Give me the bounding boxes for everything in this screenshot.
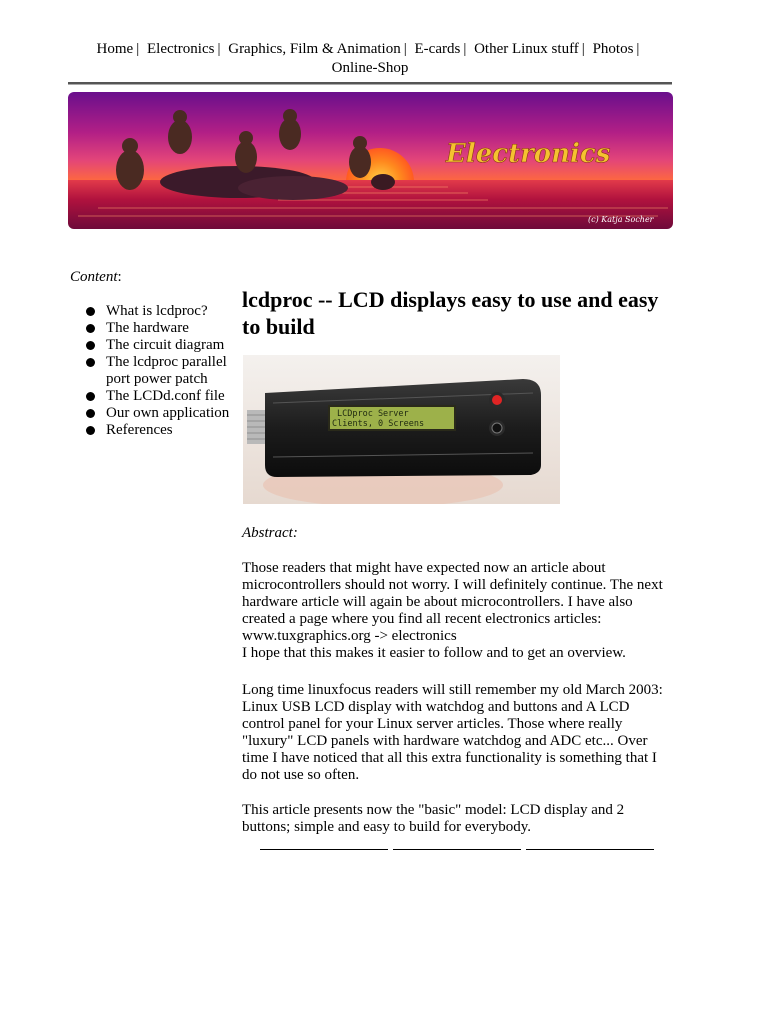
- underline-segment: [260, 849, 388, 850]
- nav-separator: |: [581, 41, 585, 57]
- header-divider: [68, 82, 672, 85]
- rock-shape: [371, 174, 395, 190]
- lcd-device-photo: [243, 355, 560, 504]
- nav-separator: |: [403, 41, 407, 57]
- nav-ecards[interactable]: E-cards: [414, 41, 461, 57]
- toc-link-references[interactable]: References: [106, 422, 173, 438]
- toc-link-power-patch[interactable]: The lcdproc parallel port power patch: [106, 354, 227, 387]
- abstract-paragraph-1: Those readers that might have expected now an article about microcontrollers should not worry. I will definitely continue. The next hardware article will again be about microcontrollers. I have also created a page where you find all recent electronics articles: www.tuxgraphics.org -> electronics I hope that this makes it easier to follow and to get an overview.: [242, 560, 663, 661]
- toc-item: [85, 405, 235, 422]
- electronics-banner: [68, 92, 673, 229]
- toc-item: [85, 303, 235, 320]
- table-of-contents: [85, 303, 235, 439]
- abstract-paragraph-3: This article presents now the "basic" model: LCD display and 2 buttons; simple and easy to build for everybody.: [242, 802, 625, 835]
- nav-online-shop[interactable]: Online-Shop: [331, 60, 409, 76]
- toc-link-hardware[interactable]: The hardware: [106, 320, 189, 336]
- underline-segment: [526, 849, 654, 850]
- nav-graphics[interactable]: Graphics, Film & Animation: [228, 41, 401, 57]
- content-heading: Content:: [70, 269, 122, 285]
- nav-other-linux[interactable]: Other Linux stuff: [474, 41, 579, 57]
- toc-link-what-is-lcdproc[interactable]: What is lcdproc?: [106, 303, 208, 319]
- dolphin-shape: [238, 176, 348, 200]
- toc-item: [85, 354, 235, 388]
- underline-segment: [393, 849, 521, 850]
- banner-image: [68, 92, 673, 229]
- footer-underline-separators: [260, 849, 654, 850]
- lcd-line-1: LCDproc Server: [337, 409, 409, 419]
- article-title: lcdproc -- LCD displays easy to use and easy to build: [242, 287, 659, 339]
- abstract-heading: Abstract:: [242, 525, 298, 541]
- nav-separator: |: [217, 41, 221, 57]
- top-nav: [68, 40, 672, 78]
- nav-home[interactable]: Home: [96, 41, 134, 57]
- toc-link-lcdd-conf[interactable]: The LCDd.conf file: [106, 388, 225, 404]
- nav-separator: |: [636, 41, 640, 57]
- toc-item: [85, 422, 235, 439]
- nav-electronics[interactable]: Electronics: [146, 41, 215, 57]
- toc-item: [85, 337, 235, 354]
- lcd-line-2: Clients, 0 Screens: [332, 419, 425, 429]
- toc-link-own-application[interactable]: Our own application: [106, 405, 230, 421]
- nav-separator: |: [136, 41, 140, 57]
- abstract-paragraph-2: Long time linuxfocus readers will still remember my old March 2003: Linux USB LCD display with watchdog and buttons and A LCD control panel for your Linux server articles. Those where really "luxury" LCD panels with hardware watchdog and ADC etc... Over time I have noticed that all this extra functionality is something that I do not use so often.: [242, 682, 663, 783]
- banner-credit: (c) Katja Socher: [588, 215, 654, 224]
- banner-title: Electronics: [446, 139, 611, 169]
- toc-item: [85, 388, 235, 405]
- nav-photos[interactable]: Photos: [592, 41, 634, 57]
- black-button-icon: [492, 423, 502, 433]
- toc-item: [85, 320, 235, 337]
- red-button-icon: [492, 395, 502, 405]
- nav-separator: |: [463, 41, 467, 57]
- toc-link-circuit-diagram[interactable]: The circuit diagram: [106, 337, 225, 353]
